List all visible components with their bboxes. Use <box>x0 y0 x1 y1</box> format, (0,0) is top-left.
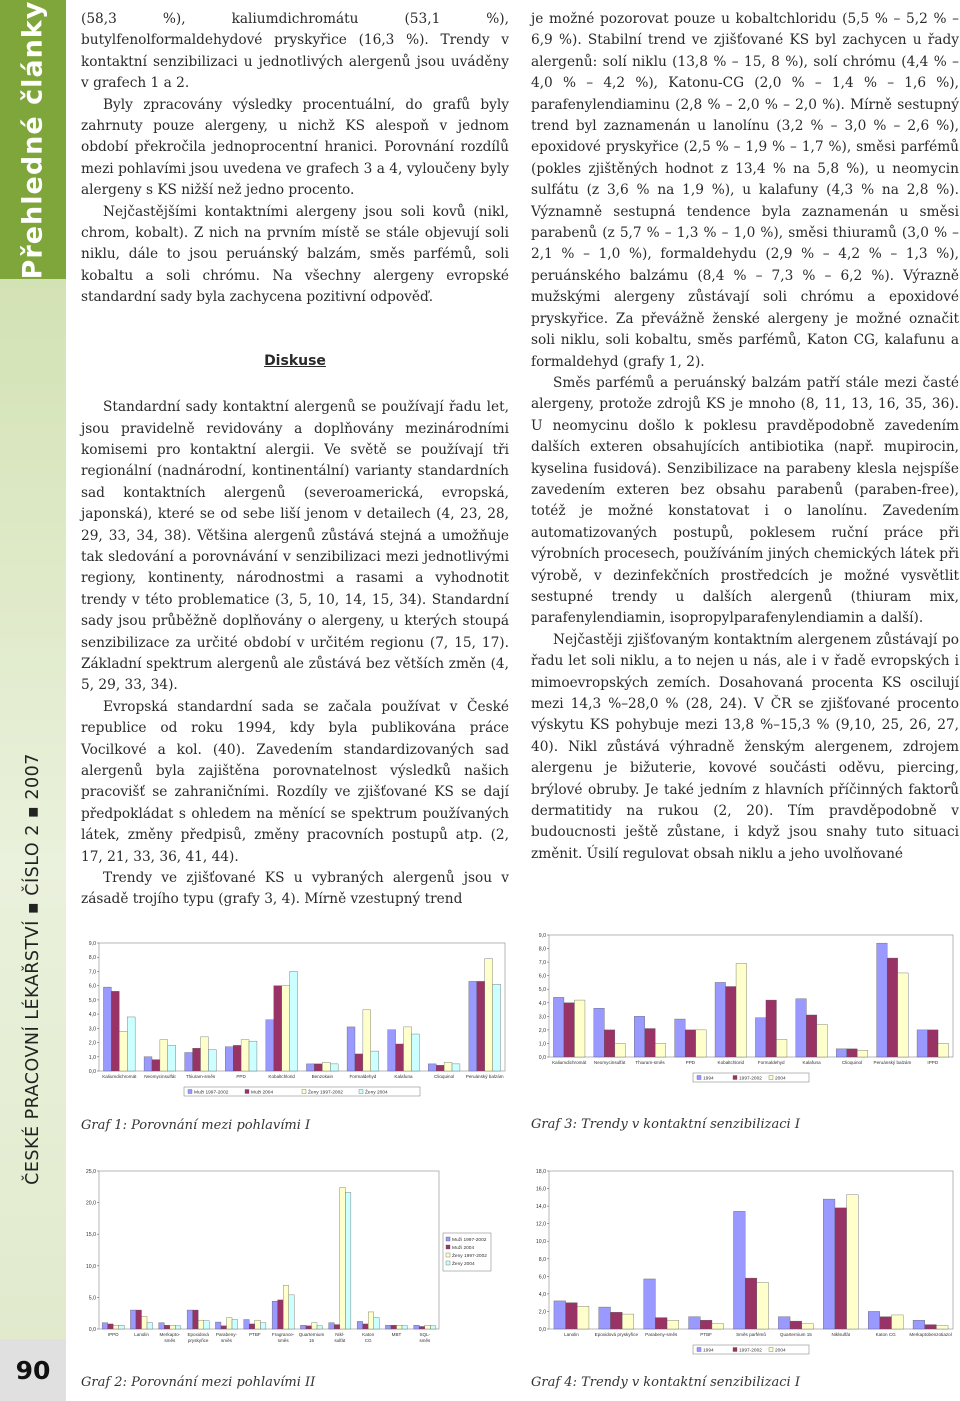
bar <box>733 1211 745 1329</box>
bar <box>715 982 726 1057</box>
x-tick-label: Peruánský balzám <box>465 1074 504 1079</box>
y-tick-label: 6,0 <box>538 1274 546 1281</box>
bar <box>700 1320 712 1329</box>
bar <box>564 1003 575 1057</box>
bar <box>928 1030 939 1057</box>
bar <box>776 1039 787 1057</box>
bar <box>334 1325 340 1329</box>
bar <box>823 1199 835 1329</box>
bar <box>164 1325 170 1329</box>
bar <box>111 991 119 1071</box>
bar <box>136 1310 142 1329</box>
bar <box>634 1016 645 1057</box>
bar <box>312 1323 318 1329</box>
bar <box>289 1295 295 1329</box>
bar <box>198 1320 204 1329</box>
bar <box>266 1020 274 1071</box>
bar <box>363 1010 371 1071</box>
caption-graf-3: Graf 3: Trendy v kontaktní senzibilizaci I <box>531 1117 800 1132</box>
bar <box>444 1062 452 1071</box>
bar <box>160 1040 168 1071</box>
paragraph: Trendy ve zjišťované KS u vybraných alergenů jsou v zásadě trojího typu (grafy 3, 4). Mírně vzestupný trend <box>81 870 509 908</box>
paragraph: Nejčastějšími kontaktními alergeny jsou soli kovů (nikl, chrom, kobalt). Z nich na prvním místě se stále objevují soli niklu, dále to jsou peruánský balzám, směs parfémů, soli kobaltu a soli chrómu. Na všechny alergeny evropské standardní sady byla zachycena pozitivní odpověď. <box>81 203 509 306</box>
bar <box>127 1017 135 1071</box>
bar <box>796 999 807 1057</box>
bar <box>493 984 501 1071</box>
bar <box>371 1051 379 1071</box>
bar <box>144 1057 152 1071</box>
legend-swatch <box>188 1090 192 1094</box>
bar <box>574 1000 585 1057</box>
bar <box>103 987 111 1071</box>
bar <box>314 1064 322 1071</box>
bar <box>260 1323 266 1329</box>
bar <box>452 1064 460 1071</box>
bar <box>655 1318 667 1329</box>
bar <box>193 1048 201 1071</box>
legend-swatch <box>302 1090 306 1094</box>
x-tick-label: Lanolin <box>134 1332 149 1337</box>
bar <box>119 1031 127 1071</box>
y-tick-label: 0,0 <box>538 1055 546 1061</box>
legend-label: Ženy 2004 <box>365 1090 388 1096</box>
bar <box>306 1064 314 1071</box>
bar <box>278 1300 284 1329</box>
x-tick-label: IPPD <box>927 1060 939 1065</box>
y-tick-label: 10,0 <box>535 1239 546 1246</box>
x-tick-label: Kaliumdichromát <box>552 1060 587 1065</box>
bar <box>108 1324 114 1329</box>
bar <box>868 1311 880 1329</box>
bar <box>757 1282 769 1329</box>
page-number: 90 <box>0 1339 66 1401</box>
x-tick-label: Kaliumdichromát <box>102 1074 137 1079</box>
bar <box>272 1301 278 1329</box>
y-tick-label: 0,0 <box>88 1327 96 1333</box>
bar <box>880 1317 892 1329</box>
bar <box>913 1320 925 1329</box>
bar <box>887 958 898 1057</box>
bar <box>368 1312 374 1329</box>
y-tick-label: 4,0 <box>88 1012 96 1019</box>
y-tick-label: 2,0 <box>538 1027 546 1034</box>
chart-svg <box>531 927 959 1085</box>
bar <box>347 1027 355 1071</box>
y-tick-label: 3,0 <box>538 1014 546 1021</box>
y-tick-label: 0,0 <box>538 1327 546 1333</box>
y-tick-label: 15,0 <box>85 1232 96 1239</box>
y-tick-label: 20,0 <box>85 1200 96 1207</box>
legend-label: Ženy 1997-2002 <box>308 1090 343 1096</box>
y-tick-label: 14,0 <box>535 1204 546 1211</box>
bar <box>645 1029 656 1057</box>
bar <box>397 1325 403 1329</box>
chart-svg <box>81 1163 511 1348</box>
bar <box>847 1195 859 1329</box>
legend-swatch <box>769 1076 773 1080</box>
bar <box>290 971 298 1071</box>
bar <box>119 1325 125 1329</box>
chart-graf-3 <box>531 927 959 1085</box>
x-tick-label: PPD <box>236 1074 246 1079</box>
bar <box>170 1325 176 1329</box>
x-tick-label: Kalafuna <box>802 1060 821 1065</box>
bar <box>142 1316 148 1329</box>
x-tick-label: Katon <box>362 1332 375 1337</box>
x-tick-label: Thiuram-směs <box>185 1074 216 1079</box>
bar <box>402 1326 408 1329</box>
x-tick-label: Parabeny- <box>215 1332 238 1337</box>
bar <box>391 1325 397 1329</box>
x-tick-label: směs <box>164 1338 176 1343</box>
y-tick-label: 8,0 <box>538 946 546 953</box>
x-tick-label: Merkapto- <box>159 1332 181 1337</box>
bar <box>208 1050 216 1071</box>
y-tick-label: 2,0 <box>88 1040 96 1047</box>
x-tick-label: Neomycinsulfát <box>593 1060 626 1065</box>
y-tick-label: 18,0 <box>535 1169 546 1175</box>
x-tick-label: Quarternium <box>298 1332 325 1337</box>
bar <box>835 1208 847 1329</box>
bar <box>778 1317 790 1329</box>
bar <box>667 1320 679 1329</box>
bar <box>806 1015 817 1057</box>
x-tick-label: Niklsulfát <box>831 1332 851 1337</box>
bar <box>594 1008 605 1057</box>
legend-label: Muži 1997-2002 <box>194 1090 229 1096</box>
journal-label: ČESKÉ PRACOVNÍ LÉKAŘSTVÍ ▪ ČÍSLO 2 ▪ 2007 <box>23 753 43 1185</box>
bar <box>726 987 737 1057</box>
legend-swatch <box>769 1348 773 1352</box>
x-tick-label: směs <box>277 1338 289 1343</box>
caption-graf-4: Graf 4: Trendy v kontaktní senzibilizaci I <box>531 1375 800 1390</box>
bar <box>225 1047 233 1071</box>
bar <box>249 1324 255 1329</box>
paragraph: Standardní sady kontaktní alergenů se používají řadu let, jsou pravidelně revidovány a doplňovány mezinárodními komisemi pro kontaktní alergii. Ve světě se používají tři regionální (nadnárodní, kontinentální) varianty standardních sad kontaktních alergenů (severoamerická, evropská, japonská), které se od sebe liší jenom v detailech (4, 23, 28, 29, 33, 34, 38). Většina alergenů zůstává stejná a umožňuje tak sledování a porovnávání v senzibilizaci mezi jednotlivými regiony, kontinenty, národnostmi a rasami a vyhodnotit trendy v této problematice (3, 5, 10, 14, 15, 34). Standardní sady jsou průběžně doplňovány o alergeny, u kterých stoupá senzibilizace za určité období v určitém regionu (7, 15, 17). Základní spektrum alergenů ale zůstává bez větších změn (4, 5, 29, 33, 34). <box>81 399 509 694</box>
bar <box>817 1024 828 1057</box>
bar <box>357 1321 363 1329</box>
bar <box>655 1043 666 1057</box>
y-tick-label: 9,0 <box>538 933 546 939</box>
bar <box>419 1326 425 1329</box>
x-tick-label: Směs parfémů <box>736 1332 766 1337</box>
x-tick-label: Katon CG <box>875 1332 896 1337</box>
bar <box>411 1034 419 1071</box>
bar <box>233 1045 241 1071</box>
bar <box>553 997 564 1057</box>
x-tick-label: Fragrance- <box>271 1332 295 1337</box>
legend-label: 1997-2002 <box>739 1076 762 1082</box>
journal-band <box>0 279 66 1339</box>
x-tick-label: Epoxidová pryskyřice <box>594 1332 639 1337</box>
x-tick-label: Clioquinol <box>841 1060 863 1065</box>
bar <box>374 1318 380 1329</box>
paragraph: Byly zpracovány výsledky procentuální, do grafů byly zahrnuty pouze alergeny, u nichž KS alespoň v jednom období překročila jednoprocentní hranici. Porovnání rozdílů mezi pohlavími jsou uvedena ve grafech 3 a 4, vyloučeny byly alergeny s KS nižší než jedno procento. <box>81 96 509 199</box>
x-tick-label: směs <box>419 1338 431 1343</box>
y-tick-label: 4,0 <box>538 1291 546 1298</box>
bar <box>599 1307 611 1329</box>
legend-swatch <box>697 1076 701 1080</box>
y-tick-label: 6,0 <box>538 973 546 980</box>
x-tick-label: Kobaltchlorid <box>268 1074 295 1079</box>
y-tick-label: 1,0 <box>88 1054 96 1061</box>
caption-graf-2: Graf 2: Porovnání mezi pohlavími II <box>81 1375 316 1390</box>
bar <box>485 959 493 1071</box>
x-tick-label: Nikl- <box>335 1332 345 1337</box>
bar <box>300 1325 306 1329</box>
y-tick-label: 25,0 <box>85 1169 96 1175</box>
bar <box>696 1030 707 1057</box>
chart-svg <box>81 935 511 1105</box>
bar <box>892 1315 904 1329</box>
bar <box>469 981 477 1071</box>
bar <box>241 1040 249 1071</box>
x-tick-label: Clioquinol <box>434 1074 455 1079</box>
bar <box>414 1325 420 1329</box>
bar <box>249 1041 257 1071</box>
bar <box>396 1044 404 1071</box>
bar <box>215 1322 221 1329</box>
x-tick-label: Formaldehyd <box>349 1074 377 1079</box>
x-tick-label: Epoxidová <box>187 1332 209 1337</box>
x-tick-label: Merkaptobenzotiazol <box>909 1332 952 1337</box>
bar <box>204 1321 210 1329</box>
bar <box>857 1050 868 1057</box>
y-tick-label: 9,0 <box>88 941 96 947</box>
y-tick-label: 5,0 <box>88 997 96 1004</box>
legend-swatch <box>245 1090 249 1094</box>
bar <box>152 1060 160 1071</box>
section-label: Přehledné články <box>17 0 49 280</box>
legend-label: 2004 <box>775 1076 786 1082</box>
x-tick-label: Formaldehyd <box>757 1060 785 1065</box>
y-tick-label: 0,0 <box>88 1069 96 1075</box>
bar <box>255 1320 261 1329</box>
bar <box>428 1064 436 1071</box>
bar <box>802 1324 814 1329</box>
legend-label: Ženy 1997-2002 <box>452 1254 487 1259</box>
bar <box>766 1000 777 1057</box>
bar <box>736 963 747 1057</box>
legend-label: 2004 <box>775 1348 786 1354</box>
bar <box>385 1325 391 1329</box>
bar <box>232 1320 238 1329</box>
x-tick-label: Kobaltchlorid <box>717 1060 745 1065</box>
bar <box>283 1285 289 1329</box>
paragraph: (58,3 %), kaliumdichromátu (53,1 %), butylfenolformaldehydové pryskyřice (16,3 %). Trendy v kontaktní senzibilizaci u jednotlivých alergenů jsou uváděny v grafech 1 a 2. <box>81 11 509 92</box>
bar <box>622 1314 634 1329</box>
x-tick-label: SQL- <box>419 1332 431 1337</box>
x-tick-label: PPD <box>685 1060 696 1065</box>
x-tick-label: Neomycinsulfát <box>144 1074 176 1079</box>
chart-svg <box>531 1163 959 1358</box>
y-tick-label: 6,0 <box>88 983 96 990</box>
section-heading: Diskuse <box>264 352 326 369</box>
x-tick-label: CG <box>364 1338 372 1343</box>
x-tick-label: směs <box>221 1338 232 1343</box>
bar <box>159 1323 165 1329</box>
legend-swatch <box>733 1076 737 1080</box>
y-tick-label: 2,0 <box>538 1309 546 1316</box>
bar <box>925 1325 937 1329</box>
legend-swatch <box>359 1090 363 1094</box>
bar <box>388 1030 396 1071</box>
bar <box>610 1312 622 1329</box>
bar <box>282 986 290 1071</box>
y-tick-label: 16,0 <box>535 1186 546 1193</box>
bar <box>130 1310 136 1329</box>
bar <box>221 1326 227 1329</box>
legend-swatch <box>697 1348 701 1352</box>
bar <box>340 1187 346 1329</box>
y-tick-label: 7,0 <box>538 960 546 967</box>
section-band <box>0 0 66 279</box>
x-tick-label: Parabeny-směs <box>645 1332 678 1337</box>
bar <box>644 1279 656 1329</box>
legend-label: 1994 <box>703 1348 714 1354</box>
bar <box>554 1301 566 1329</box>
bar <box>187 1310 193 1329</box>
x-tick-label: pryskyřice <box>187 1338 209 1343</box>
bar <box>201 1037 209 1071</box>
bar <box>604 1030 615 1057</box>
caption-graf-1: Graf 1: Porovnání mezi pohlavími I <box>81 1118 311 1133</box>
bar <box>898 973 909 1057</box>
bar <box>168 1045 176 1071</box>
bar <box>689 1317 701 1329</box>
x-tick-label: Kalafuna <box>394 1074 413 1079</box>
y-tick-label: 3,0 <box>88 1026 96 1033</box>
paragraph: je možné pozorovat pouze u kobaltchloridu (5,5 % – 5,2 % – 6,9 %). Stabilní trend ve zjišťované KS byl zachycen u řady alergenů: solí niklu (13,8 % – 15, 8 %), solí chrómu (4,4 % – 4,0 % – 4,2 %), Katonu-CG (2,0 % – 1,4 % – 1,6 %), parafenylendiaminu (2,8 % – 2,0 % – 2,0 %). Mírně sestupný trend byl zaznamenán u lanolínu (3,2 % – 3,0 % – 2,6 %), epoxidové pryskyřice (2,5 % – 1,9 % – 1,7 %), směsi parfémů (pokles zjištěných hodnot z 13,4 % na 5,8 %), u neomycin sulfátu (z 3,6 % na 1,9 %), u kalafuny (4,3 % na 2,8 %). Významně sestupná tendence byla zaznamenán u směsi parabenů (z 5,7 % – 1,3 % – 1,0 %), směsi thiuramů (3,0 % – 2,1 % – 1,0 %), formaldehydu (2,9 % – 4,2 % – 1,3 %), peruánského balzámu (8,4 % – 7,3 % – 6,2 %). Výrazně mužskými alergeny zůstávají soli chrómu a epoxidové pryskyřice. Za převážně ženské alergeny je možné označit soli niklu, soli kobaltu, směs parfémů, Katon CG, kalafunu a formaldehyd (grafy 1, 2). <box>531 11 959 370</box>
bar <box>306 1326 312 1329</box>
legend-label: Muži 2004 <box>251 1090 274 1096</box>
bar <box>102 1323 108 1329</box>
legend-swatch <box>446 1261 450 1265</box>
bar <box>790 1321 802 1329</box>
bar <box>430 1326 436 1329</box>
bar <box>329 1323 335 1329</box>
plot-area <box>99 1171 439 1329</box>
legend-label: Ženy 2004 <box>452 1262 475 1267</box>
legend-swatch <box>446 1253 450 1257</box>
y-tick-label: 7,0 <box>88 969 96 976</box>
legend-swatch <box>446 1237 450 1241</box>
bar <box>227 1318 233 1329</box>
bar <box>345 1192 351 1329</box>
left-column <box>81 9 509 911</box>
bar <box>185 1053 193 1071</box>
chart-graf-2 <box>81 1163 511 1348</box>
chart-graf-1 <box>81 935 511 1105</box>
bar <box>685 1030 696 1057</box>
x-tick-label: Quarternium 15 <box>779 1332 812 1337</box>
x-tick-label: Peruánský balzám <box>873 1060 912 1065</box>
x-tick-label: PTBF <box>700 1332 712 1337</box>
bar <box>745 1278 757 1329</box>
bar <box>355 1054 363 1071</box>
y-tick-label: 4,0 <box>538 1000 546 1007</box>
bar <box>330 1064 338 1071</box>
paragraph: Nejčastěji zjišťovaným kontaktním alergenem zůstávají po řadu let soli niklu, a to nejen u nás, ale i v řadě evropských i mimoevropských zemích. Dosahovaná procenta KS oscilují mezi 14,3 %–28,0 % (28, 24). V ČR se zjišťované procento výskytu KS pohybuje mezi 13,8 %–15,3 % (9,10, 25, 26, 27, 40). Nikl zůstává výhradně ženským alergenem, zdrojem alergenu je bižuterie, kovové součásti oděvu, piercing, brýlové obruby. Je také jedním z hlavních příčinných faktorů dermatitidy na rukou (2, 20). Tím pravděpodobně v budoucnosti ještě zůstane, i když jsou snahy tuto situaci změnit. Úsilí regulovat obsah niklu a jeho uvolňované <box>531 631 959 862</box>
bar <box>404 1027 412 1071</box>
bar <box>566 1303 578 1329</box>
bar <box>712 1324 724 1329</box>
bar <box>675 1019 686 1057</box>
bar <box>477 981 485 1071</box>
bar <box>836 1049 847 1057</box>
x-tick-label: Lanolin <box>564 1332 579 1337</box>
bar <box>436 1065 444 1071</box>
bar <box>244 1320 250 1329</box>
y-tick-label: 5,0 <box>538 987 546 994</box>
y-tick-label: 8,0 <box>88 955 96 962</box>
bar <box>425 1325 431 1329</box>
x-tick-label: IPPD <box>107 1332 119 1337</box>
legend-swatch <box>446 1245 450 1249</box>
x-tick-label: 15 <box>308 1338 315 1343</box>
bar <box>147 1323 153 1329</box>
bar <box>274 986 282 1071</box>
x-tick-label: Benzokain <box>311 1074 334 1079</box>
bar <box>847 1049 858 1057</box>
y-tick-label: 5,0 <box>88 1295 96 1302</box>
sidebar <box>0 0 66 1401</box>
bar <box>363 1324 369 1329</box>
chart-graf-4 <box>531 1163 959 1358</box>
x-tick-label: sulfát <box>334 1338 346 1343</box>
legend-label: 1997-2002 <box>739 1348 762 1354</box>
y-tick-label: 8,0 <box>538 1256 546 1263</box>
bar <box>615 1043 626 1057</box>
legend-label: Muži 1997-2002 <box>452 1238 487 1243</box>
bar <box>877 943 888 1057</box>
legend-label: Muži 2004 <box>452 1246 475 1251</box>
legend-swatch <box>733 1348 737 1352</box>
paragraph: Evropská standardní sada se začala používat v České republice od roku 1994, kdy byla publikována práce Vocilkové a kol. (40). Zavedením standardizovaných sad alergenů byla zajištěna porovnatelnost výsledků našich pracovišť se zahraničními. Rozdíly ve zjišťované KS se dají předpokládat s ohledem na měnící se spektrum používaných látek, změny předpisů, změny pracovních postupů atp. (2, 17, 21, 33, 36, 41, 44). <box>81 698 509 865</box>
right-column <box>531 9 959 865</box>
x-tick-label: PTBF <box>248 1332 261 1337</box>
bar <box>322 1062 330 1071</box>
y-tick-label: 1,0 <box>538 1041 546 1048</box>
bar <box>938 1043 949 1057</box>
y-tick-label: 10,0 <box>85 1263 96 1270</box>
bar <box>936 1325 948 1329</box>
paragraph: Směs parfémů a peruánský balzám patří stále mezi časté alergeny, protože zdrojů KS je mnoho (8, 11, 13, 16, 35, 36). U neomycinu došlo k poklesu pravděpodobně zavedením dalších exteren obsahujících antibiotika (např. mupirocin, kyselina fusidová). Senzibilizace na parabeny klesla nejspíše zavedením exteren bez obsahu parabenů (paraben-free), totéž je možné konstatovat i o lanolínu. Zavedením automatizovaných postupů, poklesem ruční práce při výrobních procesech, používáním jiných chemických látek při výrobě, v dezinfekčních prostředcích je možné vysvětlit sestupné trendy u dalších alergenů (thiuram mix, parafenylendiamin, isopropylparafenylendiamin a další). <box>531 374 959 627</box>
x-tick-label: MBT <box>391 1332 402 1337</box>
bar <box>577 1306 589 1329</box>
bar <box>755 1018 766 1057</box>
bar <box>175 1326 181 1329</box>
bar <box>917 1030 928 1057</box>
y-tick-label: 12,0 <box>535 1221 546 1228</box>
bar <box>113 1325 119 1329</box>
bar <box>317 1326 323 1329</box>
bar <box>193 1310 199 1329</box>
x-tick-label: Thiuram-směs <box>635 1060 665 1065</box>
legend-label: 1994 <box>703 1076 714 1082</box>
